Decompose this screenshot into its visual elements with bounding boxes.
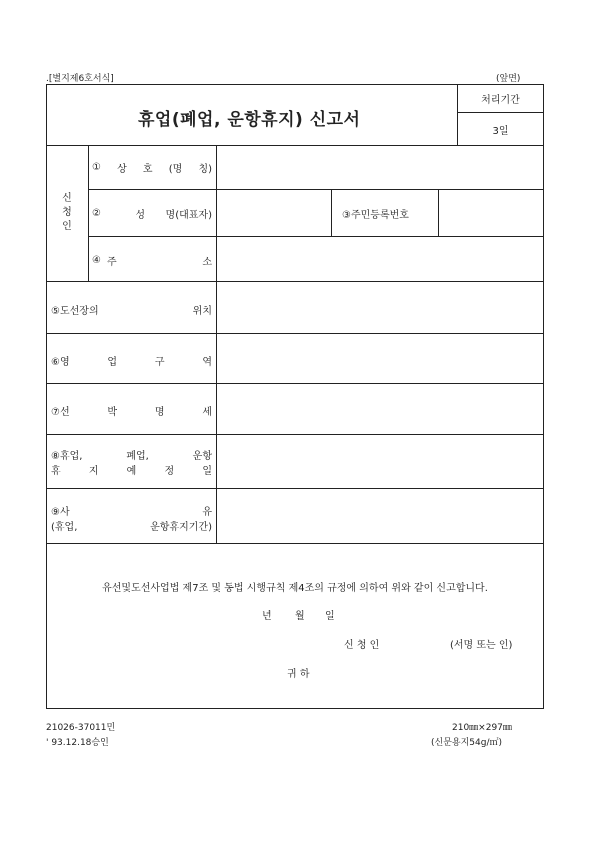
label-vessel-specs: ⑦선 박 명 세 <box>51 407 212 418</box>
processing-divider <box>457 112 544 113</box>
date-year-label: 년 <box>262 611 272 622</box>
processing-value: 3일 <box>492 126 509 137</box>
paper-type: (신문용지54g/㎡) <box>431 738 502 748</box>
label-scheduled-date: 휴 지 예 정 일 <box>51 466 212 477</box>
scheduled-date-field[interactable] <box>217 435 543 488</box>
resident-number-line <box>331 189 332 236</box>
address-field[interactable] <box>217 237 543 281</box>
label-reason: ⑨사 유 <box>51 507 212 518</box>
form-title: 휴업(폐업, 운항휴지) 신고서 <box>138 110 361 130</box>
processing-label: 처리기간 <box>481 95 520 106</box>
label-terminal-location: ⑤도선장의 위치 <box>51 306 212 317</box>
form-code: 21026-37011민 <box>46 723 116 733</box>
terminal-location-field[interactable] <box>217 282 543 333</box>
form-number: .[별지제6호서식] <box>46 74 114 84</box>
page-side-label: (앞면) <box>496 74 521 84</box>
label-suspension-type: ⑧휴업, 폐업, 운항 <box>51 451 212 462</box>
applicant-signature-label: 신 청 인 <box>344 640 380 651</box>
resident-number-field[interactable] <box>439 190 543 236</box>
label-reason-period: (휴업, 운항휴지기간) <box>51 522 212 533</box>
label-representative-name: ② 성 명(대표자) <box>92 208 212 221</box>
representative-name-field[interactable] <box>217 190 331 236</box>
business-name-field[interactable] <box>217 146 543 189</box>
applicant-group-label: 신 청 인 <box>62 193 72 232</box>
label-resident-number: ③주민등록번호 <box>342 210 409 221</box>
addressee-label: 귀 하 <box>287 669 310 680</box>
declaration-statement: 유선및도선사업법 제7조 및 동법 시행규칙 제4조의 규정에 의하여 위와 같이 신고합니다. <box>102 583 488 594</box>
label-business-name: ① 상 호 (명 칭) <box>92 162 212 175</box>
reason-field[interactable] <box>217 489 543 543</box>
vessel-specs-field[interactable] <box>217 384 543 434</box>
label-address: ④ 주 소 <box>92 255 212 268</box>
date-day-label: 일 <box>325 611 335 622</box>
paper-size: 210㎜×297㎜ <box>452 723 512 733</box>
approval-date: ' 93.12.18승인 <box>46 738 109 748</box>
label-business-area: ⑥영 업 구 역 <box>51 357 212 368</box>
row-divider <box>46 543 544 544</box>
business-area-field[interactable] <box>217 334 543 383</box>
date-month-label: 월 <box>295 611 305 622</box>
applicant-column-line <box>88 145 89 281</box>
signature-instruction: (서명 또는 인) <box>450 640 513 651</box>
